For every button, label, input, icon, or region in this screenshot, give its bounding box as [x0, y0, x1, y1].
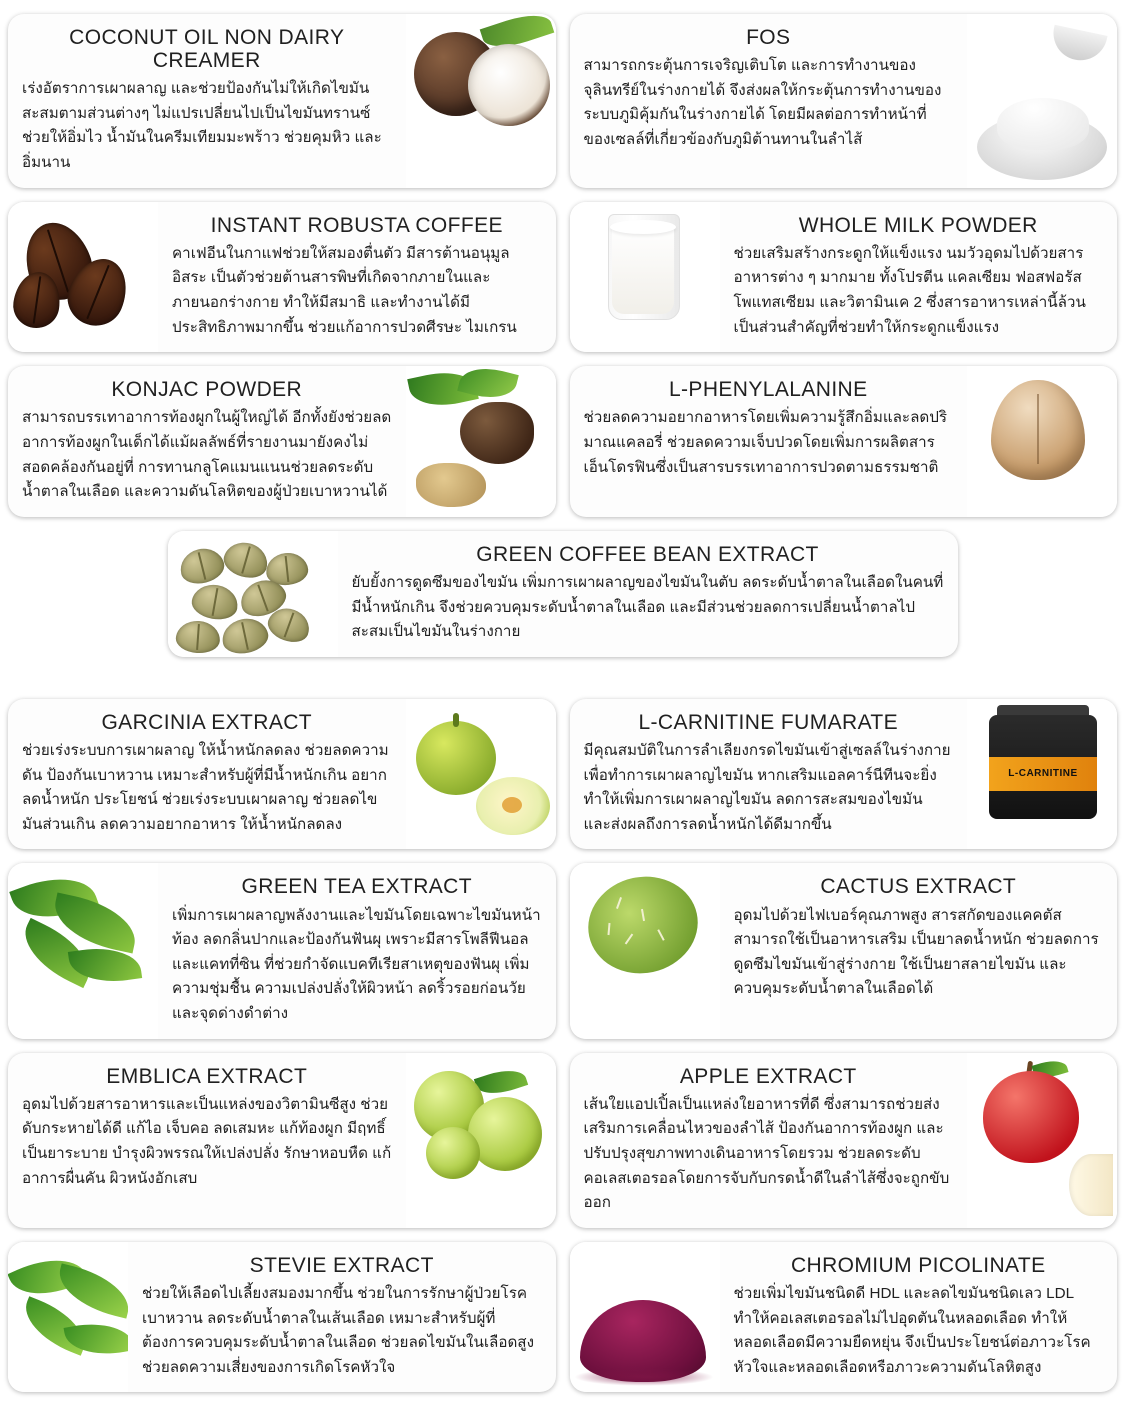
card-title: GREEN COFFEE BEAN EXTRACT: [476, 542, 819, 566]
section-one: [0, 0, 1125, 677]
ingredient-card-konjac-powder[interactable]: [8, 366, 556, 517]
almond-image: [967, 366, 1117, 517]
card-title: FOS: [746, 26, 791, 49]
konjac-image: [406, 366, 556, 517]
ingredient-card-coconut-oil-non-dairy-creamer[interactable]: [8, 14, 556, 188]
card-title: EMBLICA EXTRACT: [106, 1064, 308, 1088]
card-title: COCONUT OIL NON DAIRY CREAMER: [69, 26, 345, 73]
card-title: WHOLE MILK POWDER: [798, 213, 1038, 237]
card-title: STEVIE EXTRACT: [249, 1253, 434, 1277]
card-body: สามารถบรรเทาอาการท้องผูกในผู้ใหญ่ได้ อีกทั้งยังช่วยลดอาการท้องผูกในเด็กได้แม้ผลลัพธ์ที่รายงานมายังคงไม่สอดคล้องกันอยู่ที่ การทานกลูโคแมนแนนช่วยลดระดับน้ำตาลในเลือด และความดันโลหิตของผู้ป่วยเบาหวานได้: [22, 409, 392, 501]
card-body: ช่วยเพิ่มไขมันชนิดดี HDL และลดไขมันชนิดเลว LDL ทำให้คอเลสเตอรอลไม่ไปอุดตันในหลอดเลือด ทำให้หลอดเลือดมีความยืดหยุ่น จึงเป็นประโยชน์ต่อภาวะโรคหัวใจและหลอดเลือดหรือภาวะความดันโลหิตสูง: [733, 1284, 1091, 1376]
card-body: อุดมไปด้วยไฟเบอร์คุณภาพสูง สารสกัดของแคคตัสสามารถใช้เป็นอาหารเสริม เป็นยาลดน้ำหนัก ช่วยลดการดูดซึมไขมันเข้าสู่ร่างกาย ใช้เป็นยาสลายไขมัน และควบคุมระดับน้ำตาลในเลือดได้: [733, 906, 1099, 998]
card-body: เส้นใยแอปเปิ้ลเป็นแหล่งใยอาหารที่ดี ซึ่งสามารถช่วยส่งเสริมการเคลื่อนไหวของลำไส้ ป้องกันอาการท้องผูก และปรับปรุงสุขภาพทางเดินอาหารโดยรวม ช่วยลดระดับคอเลสเตอรอลโดยการจับกับกรดน้ำดีในลำไส้ซึ่งจะถูกขับออก: [583, 1095, 950, 1212]
card-title: APPLE EXTRACT: [679, 1064, 857, 1088]
coconut-image: [406, 14, 556, 188]
ingredient-card-stevie-extract[interactable]: [8, 1242, 556, 1393]
card-text: [338, 531, 958, 657]
card-body: มีคุณสมบัติในการลำเลียงกรดไขมันเข้าสู่เซลล์ในร่างกายเพื่อทำการเผาผลาญไขมัน หากเสริมแอลคาร์นีทีนจะยิ่งทำให้เพิ่มการเผาผลาญไขมัน ลดการสะสมของไขมัน และส่งผลถึงการลดน้ำหนักได้ดีมากขึ้น: [583, 741, 951, 833]
section-two: [0, 691, 1125, 1412]
row: [0, 14, 1125, 202]
ingredient-card-cactus-extract[interactable]: [570, 863, 1118, 1038]
card-body: ช่วยให้เลือดไปเลี้ยงสมองมากขึ้น ช่วยในการรักษาผู้ป่วยโรคเบาหวาน ลดระดับน้ำตาลในเส้นเลือด เหมาะสำหรับผู้ที่ต้องการควบคุมระดับน้ำตาลในเลือด ช่วยลดไขมันในเลือดสูง ช่วยลดความเสี่ยงของการเกิดโรคหัวใจ: [142, 1284, 534, 1376]
card-text: [570, 1053, 968, 1228]
card-title: KONJAC POWDER: [111, 378, 303, 402]
card-title: CACTUS EXTRACT: [820, 875, 1017, 899]
ingredient-card-garcinia-extract[interactable]: [8, 699, 556, 850]
card-title: L-CARNITINE FUMARATE: [638, 710, 899, 734]
green-tea-image: [8, 863, 158, 1038]
row: [0, 863, 1125, 1052]
card-title: L-PHENYLALANINE: [668, 378, 868, 402]
card-text: [8, 1053, 406, 1228]
green-coffee-beans-image: [168, 531, 338, 657]
cactus-image: [570, 863, 720, 1038]
row: [0, 1242, 1125, 1407]
ingredient-card-fos[interactable]: [570, 14, 1118, 188]
card-title: GREEN TEA EXTRACT: [241, 875, 472, 899]
chromium-powder-image: [570, 1242, 720, 1393]
row: [0, 531, 1125, 671]
emblica-image: [406, 1053, 556, 1228]
jar-label: L-CARNITINE: [1008, 767, 1078, 779]
ingredient-card-emblica-extract[interactable]: [8, 1053, 556, 1228]
card-body: สามารถกระตุ้นการเจริญเติบโต และการทำงานของจุลินทรีย์ในร่างกายได้ จึงส่งผลให้กระตุ้นการทำงานของระบบภูมิคุ้มกันในร่างกายได้ โดยมีผลต่อการทำหน้าที่ของเซลล์ที่เกี่ยวข้องกับภูมิต้านทานในลำไส้: [583, 57, 942, 148]
card-text: [8, 699, 406, 850]
row: [0, 202, 1125, 367]
card-body: อุดมไปด้วยสารอาหารและเป็นแหล่งของวิตามินซีสูง ช่วยดับกระหายได้ดี แก้ไอ เจ็บคอ ลดเสมหะ แก้ท้องผูก มีฤทธิ์เป็นยาระบาย บำรุงผิวพรรณให้เปล่งปลั่ง รักษาหอบหืด แก้อาการผื่นคัน ผิวหนังอักเสบ: [22, 1095, 392, 1187]
card-text: [8, 366, 406, 517]
section-divider: [0, 677, 1125, 691]
row: [0, 1053, 1125, 1242]
card-text: [8, 14, 406, 188]
card-text: [720, 863, 1118, 1038]
ingredient-card-l-phenylalanine[interactable]: [570, 366, 1118, 517]
card-body: ช่วยลดความอยากอาหารโดยเพิ่มความรู้สึกอิ่มและลดปริมาณแคลอรี่ ช่วยลดความเจ็บปวดโดยเพิ่มการผลิตสารเอ็นโดรฟินซึ่งเป็นสารบรรเทาอาการปวดตามธรรมชาติ: [583, 409, 948, 476]
ingredient-card-l-carnitine-fumarate[interactable]: [570, 699, 1118, 850]
card-text: [720, 1242, 1118, 1393]
stevia-image: [8, 1242, 128, 1393]
ingredient-card-apple-extract[interactable]: [570, 1053, 1118, 1228]
card-text: [128, 1242, 556, 1393]
card-body: เร่งอัตราการเผาผลาญ และช่วยป้องกันไม่ให้เกิดไขมันสะสมตามส่วนต่างๆ ไม่แปรเปลี่ยนไปเป็นไขมันทรานซ์ ช่วยให้อิ่มไว น้ำมันในครีมเทียมมะพร้าว ช่วยคุมหิว และอิ่มนาน: [22, 80, 382, 172]
card-text: [570, 14, 968, 188]
coffee-beans-image: [8, 202, 158, 353]
card-body: คาเฟอีนในกาแฟช่วยให้สมองตื่นตัว มีสารต้านอนุมูลอิสระ เป็นตัวช่วยต้านสารพิษที่เกิดจากภายในและภายนอกร่างกาย ทำให้มีสมาธิ และทำงานได้มีประสิทธิภาพมากขึ้น ช่วยแก้อาการปวดศีรษะ ไมเกรน: [172, 244, 517, 336]
milk-glass-image: [570, 202, 720, 353]
card-body: ช่วยเร่งระบบการเผาผลาญ ให้น้ำหนักลดลง ช่วยลดความดัน ป้องกันเบาหวาน เหมาะสำหรับผู้ที่มีน้ำหนักเกิน อยากลดน้ำหนัก ประโยชน์ ช่วยเร่งระบบเผาผลาญ ช่วยลดไขมันส่วนเกิน ลดความอยากอาหาร ให้น้ำหนักลดลง: [22, 741, 389, 833]
row: [0, 366, 1125, 531]
card-text: [158, 863, 556, 1038]
card-body: ยับยั้งการดูดซึมของไขมัน เพิ่มการเผาผลาญของไขมันในตับ ลดระดับน้ำตาลในเลือดในคนที่มีน้ำหนักเกิน จึงช่วยควบคุมระดับน้ำตาลในเลือด และมีส่วนช่วยลดการเปลี่ยนน้ำตาลไปสะสมเป็นไขมันในร่างกาย: [351, 573, 944, 641]
apple-image: [967, 1053, 1117, 1228]
ingredient-card-whole-milk-powder[interactable]: [570, 202, 1118, 353]
ingredient-card-green-tea-extract[interactable]: [8, 863, 556, 1038]
card-text: [570, 699, 968, 850]
ingredient-card-instant-robusta-coffee[interactable]: [8, 202, 556, 353]
white-powder-image: [967, 14, 1117, 188]
card-text: [158, 202, 556, 353]
card-body: ช่วยเสริมสร้างกระดูกให้แข็งแรง นมวัวอุดมไปด้วยสารอาหารต่าง ๆ มากมาย ทั้งโปรตีน แคลเซียม ฟอสฟอรัส โพแทสเซียม และวิตามินเค 2 ซึ่งสารอาหารเหล่านี้ล้วนเป็นส่วนสำคัญที่ช่วยทำให้กระดูกแข็งแรง: [733, 244, 1086, 336]
ingredient-card-green-coffee-bean-extract[interactable]: [168, 531, 958, 657]
ingredient-card-chromium-picolinate[interactable]: [570, 1242, 1118, 1393]
card-title: GARCINIA EXTRACT: [101, 710, 313, 734]
card-body: เพิ่มการเผาผลาญพลังงานและไขมันโดยเฉพาะไขมันหน้าท้อง ลดกลิ่นปากและป้องกันฟันผุ เพราะมีสารโพลีฟีนอลและแคทที่ซิน ที่ช่วยกำจัดแบคทีเรียสาเหตุของฟันผุ เพิ่มความชุ่มชื้น ความเปล่งปลั่งให้ผิวหน้า ลดริ้วรอยก่อนวัยและจุดด่างดำต่าง: [172, 906, 541, 1023]
garcinia-image: [406, 699, 556, 850]
card-title: CHROMIUM PICOLINATE: [790, 1253, 1046, 1277]
row: [0, 699, 1125, 864]
card-text: [720, 202, 1118, 353]
carnitine-jar-image: [967, 699, 1117, 850]
card-title: INSTANT ROBUSTA COFFEE: [210, 213, 503, 237]
card-text: [570, 366, 968, 517]
